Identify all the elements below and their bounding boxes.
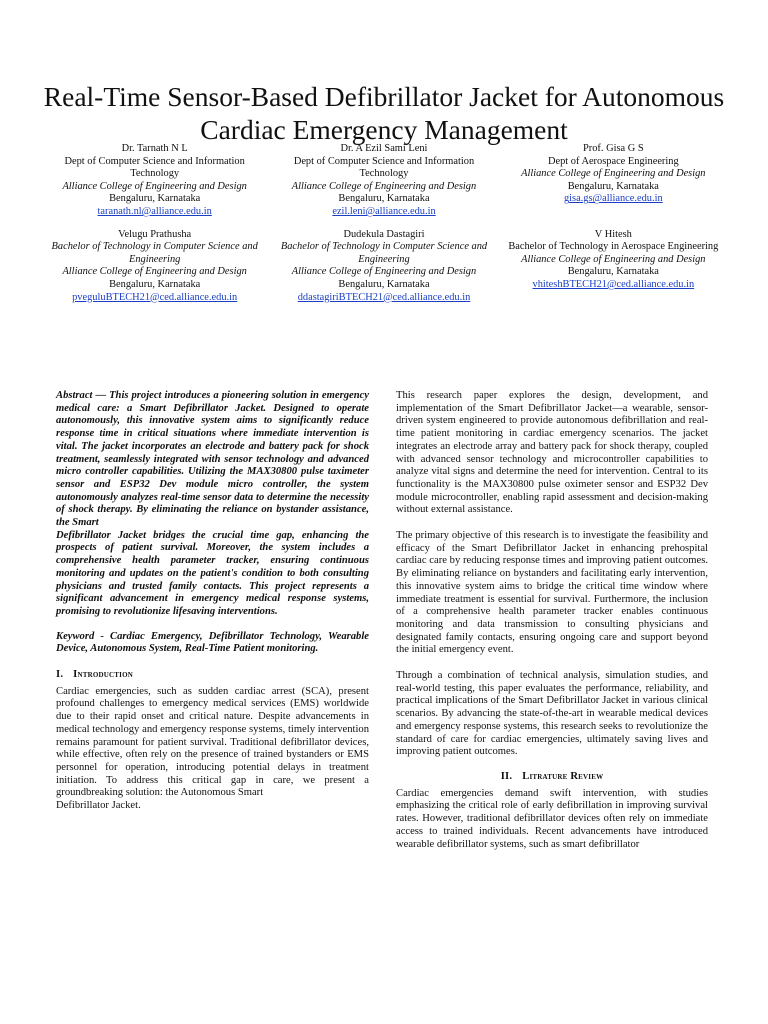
- author-card: [499, 229, 728, 305]
- author-dept: Bachelor of Technology in Computer Science and Engineering: [51, 241, 258, 265]
- body-paragraph: Through a combination of technical analysis, simulation studies, and real-world testing, this paper evaluates the performance, reliability, and practical implications of the Smart Defibrillator Jacket in various clinical scenarios. By advancing the state-of-the-art in wearable medical devices and emergency response systems, this research seeks to revolutionize the standard of care for cardiac emergencies, ultimately saving lives and improving patient outcomes.: [396, 670, 708, 758]
- author-card: [269, 143, 498, 219]
- author-card: [499, 143, 728, 219]
- author-name: V Hitesh: [594, 228, 632, 240]
- author-institution: Alliance College of Engineering and Design: [62, 266, 247, 278]
- author-dept: Dept of Computer Science and Information Technology: [293, 155, 475, 180]
- author-institution: Alliance College of Engineering and Design: [62, 180, 247, 192]
- section-title: Litrature Review: [522, 770, 604, 782]
- author-email-link[interactable]: ezil.leni@alliance.edu.in: [332, 205, 436, 217]
- author-email-link[interactable]: pveguluBTECH21@ced.alliance.edu.in: [72, 291, 238, 303]
- author-name: Dr. A Ezil Sami Leni: [340, 143, 428, 154]
- body-paragraph: This research paper explores the design, development, and implementation of the Smart Defibrillator Jacket—a wearable, sensor-driven system engineered to provide autonomous defibrillation and real-time patient monitoring in cardiac emergency scenarios. The jacket integrates an electrode array and battery pack for shock therapy, coupled with advanced sensor technology and microcontroller capabilities to analyze vital signs and determine the need for intervention. Central to its functionality is the MAX30800 pulse oximeter sensor and ESP32 Dev module microcontroller, enabling rapid assessment and decision-making without external assistance.: [396, 390, 708, 516]
- section-heading-literature-review: [396, 771, 708, 784]
- author-name: Velugu Prathusha: [118, 228, 192, 240]
- author-name: Dudekula Dastagiri: [343, 228, 425, 240]
- section-title: Introduction: [73, 669, 133, 681]
- right-column: [396, 390, 708, 851]
- author-email-link[interactable]: ddastagiriBTECH21@ced.alliance.edu.in: [297, 291, 471, 303]
- author-institution: Alliance College of Engineering and Design: [291, 180, 477, 192]
- author-card: [40, 229, 269, 305]
- author-block: [40, 143, 728, 304]
- introduction-paragraph-end: Defibrillator Jacket.: [56, 800, 141, 812]
- body-paragraph: The primary objective of this research is to investigate the feasibility and efficacy of the Smart Defibrillator Jacket in enhancing prehospital cardiac care by reducing response times and improving patient outcomes. By eliminating reliance on bystanders and facilitating early intervention, this innovative system aims to bridge the critical time window where immediate treatment is essential for survival. Furthermore, the inclusion of a comprehensive health parameter tracker enables continuous monitoring and data transmission to consulting physicians and designated family contacts, ensuring ongoing care and support beyond the initial emergency event.: [396, 530, 708, 656]
- literature-review-paragraph: Cardiac emergencies demand swift intervention, with studies emphasizing the critical role of early defibrillation in improving survival rates. However, traditional defibrillator devices often rely on immediate access to trained individuals. Recent advancements have introduced wearable defibrillator systems, such as smart defibrillator: [396, 787, 708, 850]
- keywords-text: Keyword - Cardiac Emergency, Defibrillator Technology, Wearable Device, Autonomous System, Real-Time Patient monitoring.: [56, 630, 369, 655]
- section-number: II.: [500, 770, 513, 782]
- author-dept: Dept of Aerospace Engineering: [547, 155, 679, 167]
- section-number: I.: [56, 669, 64, 681]
- author-institution: Alliance College of Engineering and Design: [521, 168, 706, 180]
- author-city: Bengaluru, Karnataka: [567, 180, 659, 192]
- author-card: [40, 143, 269, 219]
- abstract-text-continued: Defibrillator Jacket bridges the crucial time gap, enhancing the prospects of patient survival. Moreover, the system includes a comprehensive health parameter tracker, ensuring continuous monitoring and updates on the patient's condition to both consulting physicians and trusted family contacts. This project represents a significant advancement in emergency medical response systems, promising to revolutionize lifesaving interventions.: [56, 529, 369, 617]
- section-heading-introduction: [56, 669, 369, 682]
- author-dept: Bachelor of Technology in Aerospace Engineering: [508, 241, 719, 253]
- author-name: Prof. Gisa G S: [583, 143, 644, 154]
- author-city: Bengaluru, Karnataka: [338, 278, 430, 290]
- author-email-link[interactable]: gisa.gs@alliance.edu.in: [563, 193, 663, 205]
- author-city: Bengaluru, Karnataka: [338, 193, 430, 205]
- author-email-link[interactable]: vhiteshBTECH21@ced.alliance.edu.in: [532, 278, 695, 290]
- author-dept: Dept of Computer Science and Information Technology: [64, 155, 245, 180]
- author-dept: Bachelor of Technology in Computer Science and Engineering: [280, 241, 488, 265]
- author-institution: Alliance College of Engineering and Design: [291, 266, 477, 278]
- author-email-link[interactable]: taranath.nl@alliance.edu.in: [97, 205, 212, 217]
- author-city: Bengaluru, Karnataka: [109, 193, 201, 205]
- author-name: Dr. Tarnath N L: [121, 143, 188, 154]
- abstract-text: Abstract — This project introduces a pioneering solution in emergency medical care: a Smart Defibrillator Jacket. Designed to operate autonomously, this innovative system aims to significantly reduce response time in critical situations where immediate intervention is vital. The jacket incorporates an electrode and battery pack for shock treatment, seamlessly integrated with sensor technology and advanced micro controller capabilities. Utilizing the MAX30800 pulse taximeter sensor and ESP32 Dev module micro controller, the system autonomously analyzes real-time sensor data to determine the necessity of shock therapy. By eliminating the reliance on bystander assistance, the Smart: [56, 390, 369, 529]
- author-institution: Alliance College of Engineering and Design: [521, 253, 706, 265]
- author-card: [269, 229, 498, 305]
- author-city: Bengaluru, Karnataka: [567, 266, 659, 278]
- introduction-paragraph: Cardiac emergencies, such as sudden cardiac arrest (SCA), present profound challenges to emergency medical services (EMS) worldwide due to their rapid onset and critical nature. Despite advancements in medical technology and emergency response systems, timely intervention remains paramount for patient survival. Traditional defibrillator devices, while effective, often rely on the presence of trained bystanders or EMS personnel for operation, introducing potential delays in treatment initiation. To address this critical gap in care, we present a groundbreaking solution: the Autonomous Smart: [56, 685, 369, 799]
- author-city: Bengaluru, Karnataka: [109, 278, 201, 290]
- paper-title: Real-Time Sensor-Based Defibrillator Jacket for Autonomous Cardiac Emergency Management: [43, 81, 725, 146]
- left-column: [56, 390, 369, 813]
